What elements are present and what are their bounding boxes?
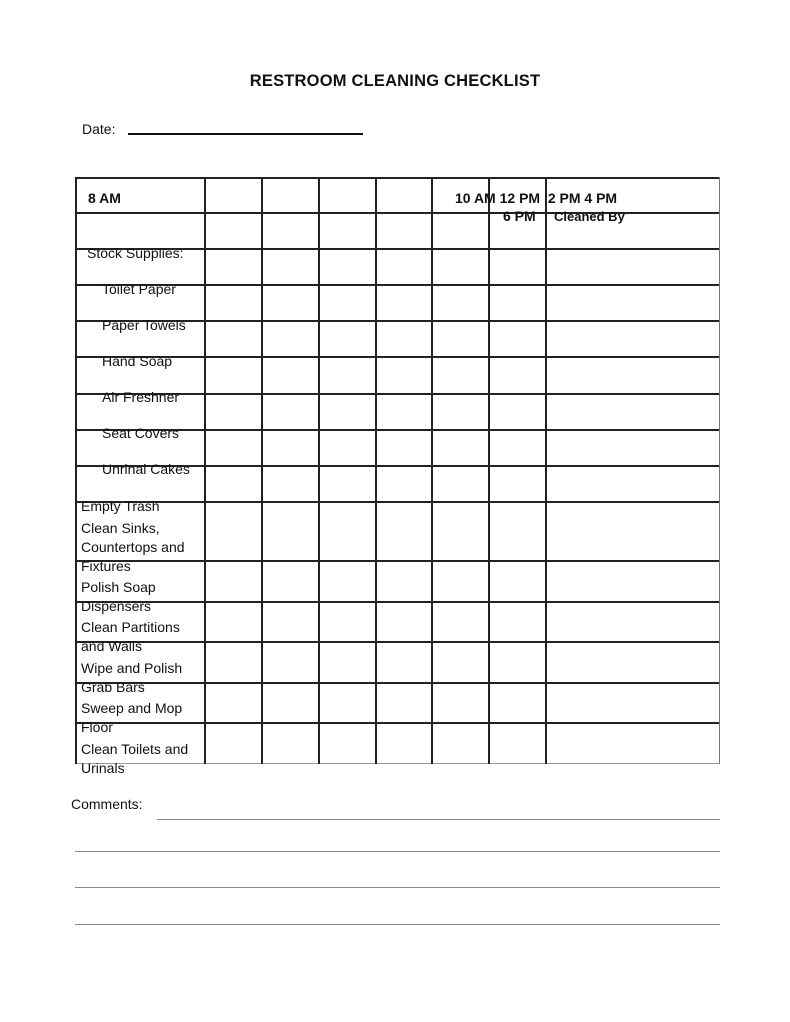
header-8am: 8 AM xyxy=(88,190,121,206)
row-label-stock-supplies: Stock Supplies: xyxy=(87,245,184,261)
table-border-right xyxy=(719,177,720,764)
row-label-paper-towels: Paper Towels xyxy=(102,317,186,333)
row-label-clean-partitions: Clean Partitions and Walls xyxy=(81,619,180,654)
row-label-empty-trash: Empty Trash xyxy=(81,498,160,514)
row-label-air-freshner: Air Freshner xyxy=(102,389,180,405)
row-label-seat-covers: Seat Covers xyxy=(102,425,180,441)
comments-line[interactable] xyxy=(75,924,720,925)
row-divider xyxy=(76,356,720,358)
header-6pm: 6 PM xyxy=(503,208,536,224)
row-label-clean-toilets: Clean Toilets and Urinals xyxy=(81,741,189,776)
header-cleaned-by: Cleaned By xyxy=(554,209,625,224)
col-divider xyxy=(431,177,433,764)
col-divider xyxy=(375,177,377,764)
comments-line[interactable] xyxy=(75,887,720,888)
row-label-toilet-paper: Toilet Paper xyxy=(102,281,176,297)
comments-line[interactable] xyxy=(157,819,720,820)
col-divider xyxy=(545,177,547,764)
date-field[interactable] xyxy=(128,133,363,135)
table-border-left xyxy=(75,177,77,764)
col-divider xyxy=(204,177,206,764)
row-label-sweep-mop-floor: Sweep and Mop Floor xyxy=(81,700,183,735)
row-label-polish-soap-dispensers: Polish Soap Dispensers xyxy=(81,579,156,614)
row-label-hand-soap: Hand Soap xyxy=(102,353,173,369)
header-times: 10 AM 12 PM 2 PM 4 PM xyxy=(455,190,618,206)
col-divider xyxy=(318,177,320,764)
row-divider xyxy=(76,601,720,603)
col-divider xyxy=(488,177,490,764)
comments-line[interactable] xyxy=(75,851,720,852)
row-label-wipe-grab-bars: Wipe and Polish Grab Bars xyxy=(81,660,183,695)
comments-label: Comments: xyxy=(71,796,143,812)
row-label-clean-sinks: Clean Sinks, Countertops and Fixtures xyxy=(81,520,185,574)
row-divider xyxy=(76,501,720,503)
col-divider xyxy=(261,177,263,764)
row-label-urinal-cakes: Unrinal Cakes xyxy=(102,461,190,477)
date-label: Date: xyxy=(82,121,116,137)
table-border-top xyxy=(76,177,720,179)
page-title: RESTROOM CLEANING CHECKLIST xyxy=(249,72,541,90)
